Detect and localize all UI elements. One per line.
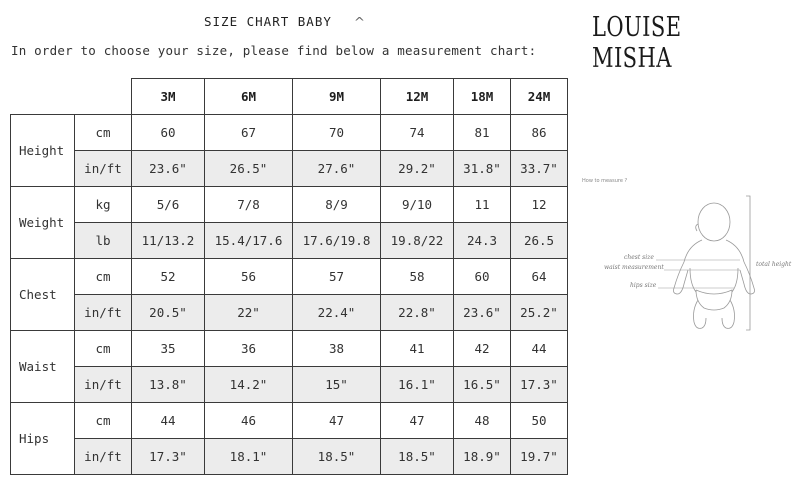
unit-cell: in/ft [75,439,132,475]
unit-cell: lb [75,223,132,259]
unit-cell: in/ft [75,295,132,331]
value-cell: 81 [454,115,511,151]
size-header-6m: 6M [205,79,293,115]
value-cell: 47 [293,403,381,439]
value-cell: 17.6/19.8 [293,223,381,259]
measurement-group-label: Chest [11,259,75,331]
table-row [11,223,568,259]
value-cell: 20.5" [132,295,205,331]
unit-cell: cm [75,331,132,367]
table-row [11,115,568,151]
size-header-row [11,79,568,115]
value-cell: 15" [293,367,381,403]
value-cell: 17.3" [511,367,568,403]
value-cell: 46 [205,403,293,439]
value-cell: 12 [511,187,568,223]
size-header-24m: 24M [511,79,568,115]
value-cell: 11/13.2 [132,223,205,259]
value-cell: 47 [381,403,454,439]
value-cell: 16.5" [454,367,511,403]
value-cell: 18.5" [293,439,381,475]
value-cell: 9/10 [381,187,454,223]
value-cell: 15.4/17.6 [205,223,293,259]
value-cell: 36 [205,331,293,367]
value-cell: 24.3 [454,223,511,259]
value-cell: 41 [381,331,454,367]
waist-measurement-label: waist measurement [604,264,664,271]
unit-cell: in/ft [75,151,132,187]
size-chart-title: SIZE CHART BABY [204,14,332,29]
measurement-group-label: Waist [11,331,75,403]
size-chart-table [10,78,568,475]
value-cell: 44 [132,403,205,439]
table-row [11,151,568,187]
blank-corner-cell [11,79,132,115]
value-cell: 18.5" [381,439,454,475]
value-cell: 5/6 [132,187,205,223]
value-cell: 35 [132,331,205,367]
value-cell: 26.5 [511,223,568,259]
value-cell: 50 [511,403,568,439]
intro-text: In order to choose your size, please find below a measurement chart: [11,43,537,58]
value-cell: 16.1" [381,367,454,403]
chevron-up-icon: ^ [355,15,366,29]
value-cell: 67 [205,115,293,151]
value-cell: 17.3" [132,439,205,475]
value-cell: 27.6" [293,151,381,187]
unit-cell: kg [75,187,132,223]
size-header-9m: 9M [293,79,381,115]
value-cell: 13.8" [132,367,205,403]
value-cell: 42 [454,331,511,367]
value-cell: 26.5" [205,151,293,187]
value-cell: 70 [293,115,381,151]
table-row [11,403,568,439]
how-to-measure-label: How to measure ? [582,178,628,184]
value-cell: 22" [205,295,293,331]
unit-cell: cm [75,403,132,439]
size-header-18m: 18M [454,79,511,115]
value-cell: 19.8/22 [381,223,454,259]
value-cell: 44 [511,331,568,367]
measurement-group-label: Weight [11,187,75,259]
value-cell: 58 [381,259,454,295]
value-cell: 18.1" [205,439,293,475]
value-cell: 25.2" [511,295,568,331]
size-header-3m: 3M [132,79,205,115]
size-header-12m: 12M [381,79,454,115]
size-chart-toggle[interactable] [204,14,365,29]
brand-logo: LOUISE MISHA [592,12,682,74]
baby-figure-icon [674,196,755,330]
value-cell: 52 [132,259,205,295]
value-cell: 33.7" [511,151,568,187]
unit-cell: in/ft [75,367,132,403]
value-cell: 56 [205,259,293,295]
table-row [11,367,568,403]
value-cell: 23.6" [454,295,511,331]
table-row [11,331,568,367]
total-height-label: total height [756,261,792,268]
value-cell: 74 [381,115,454,151]
value-cell: 7/8 [205,187,293,223]
unit-cell: cm [75,115,132,151]
chest-size-label: chest size [624,254,654,261]
value-cell: 22.8" [381,295,454,331]
value-cell: 8/9 [293,187,381,223]
value-cell: 38 [293,331,381,367]
value-cell: 29.2" [381,151,454,187]
value-cell: 18.9" [454,439,511,475]
value-cell: 11 [454,187,511,223]
measurement-diagram [596,190,796,340]
value-cell: 60 [454,259,511,295]
value-cell: 60 [132,115,205,151]
value-cell: 14.2" [205,367,293,403]
table-row [11,259,568,295]
value-cell: 19.7" [511,439,568,475]
value-cell: 57 [293,259,381,295]
value-cell: 23.6" [132,151,205,187]
measurement-group-label: Height [11,115,75,187]
value-cell: 86 [511,115,568,151]
value-cell: 48 [454,403,511,439]
table-row [11,187,568,223]
value-cell: 64 [511,259,568,295]
measurement-group-label: Hips [11,403,75,475]
value-cell: 31.8" [454,151,511,187]
table-row [11,439,568,475]
hips-size-label: hips size [630,282,657,289]
value-cell: 22.4" [293,295,381,331]
unit-cell: cm [75,259,132,295]
table-row [11,295,568,331]
